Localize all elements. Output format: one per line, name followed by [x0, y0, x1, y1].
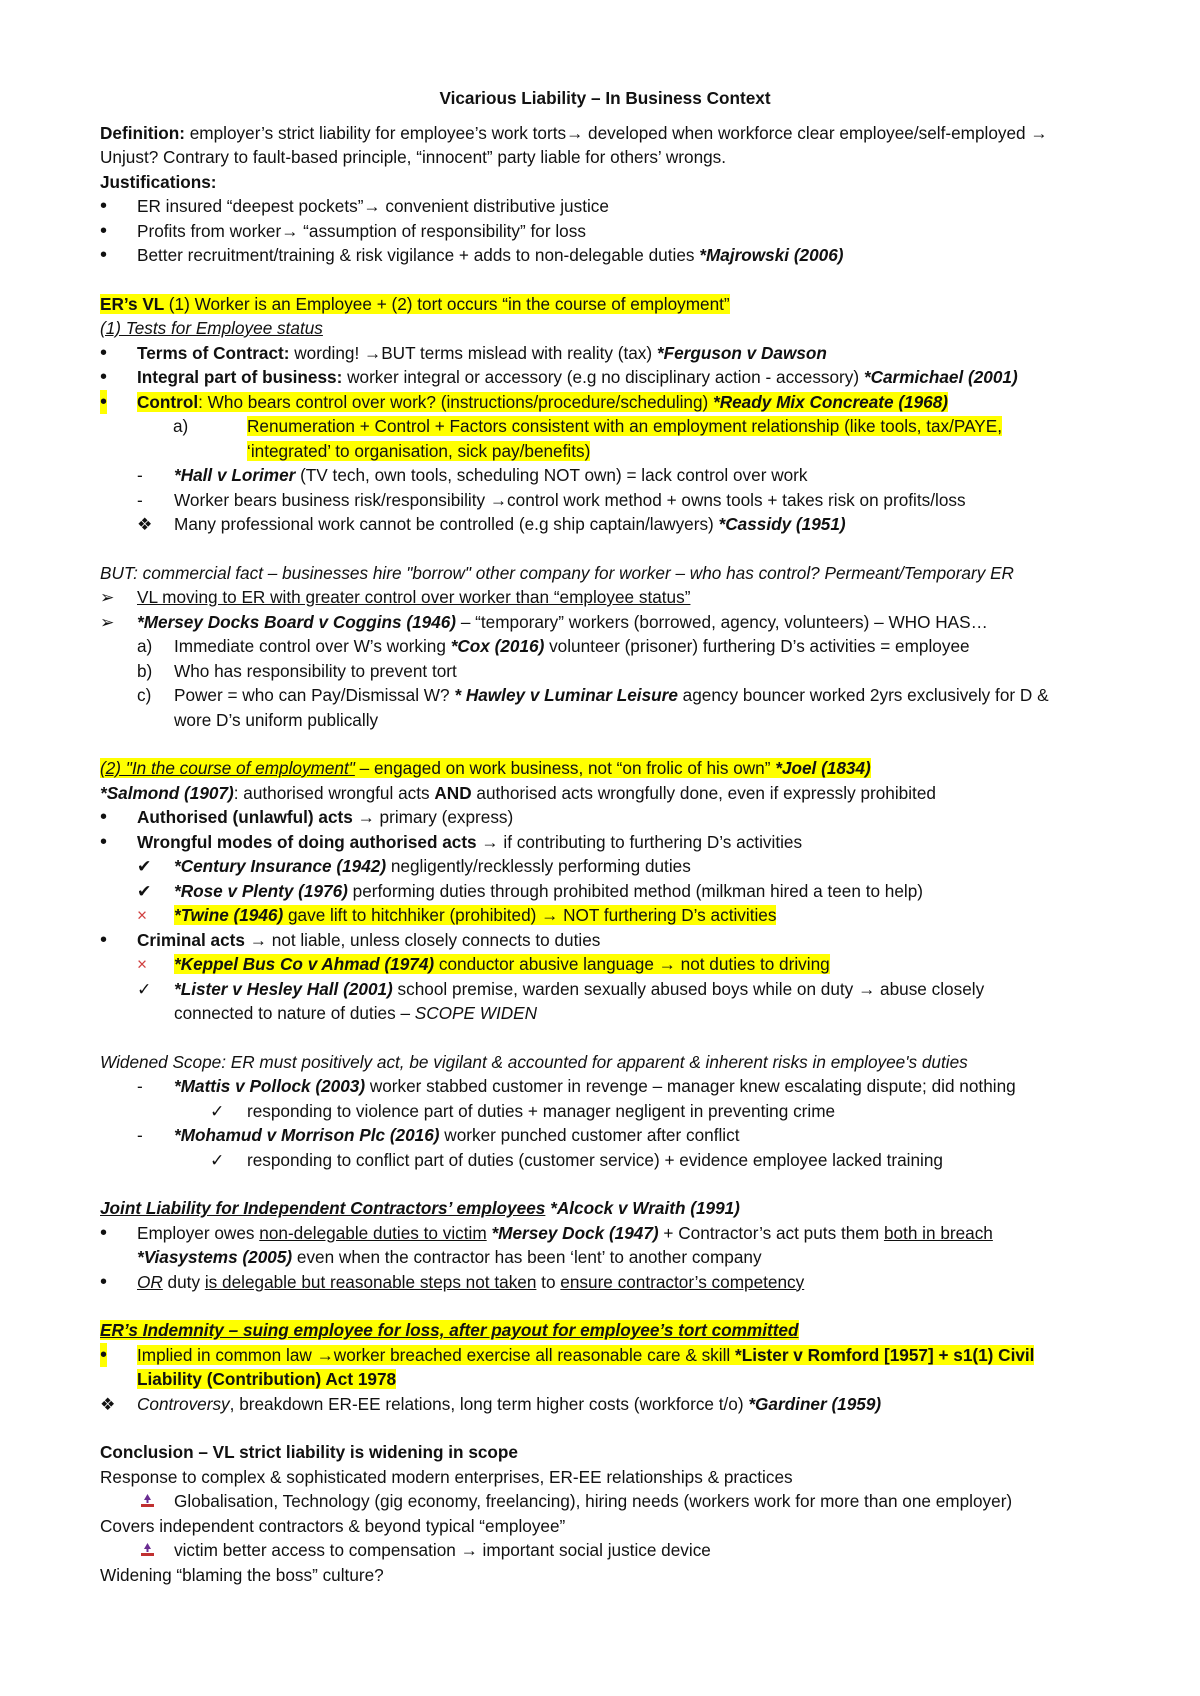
section-heading: Conclusion – VL strict liability is widening in scope	[100, 1442, 518, 1462]
list-item	[100, 1099, 1110, 1124]
list-item-text: if contributing to furthering D’s activities	[498, 831, 803, 852]
list-item-text: worker stabbed customer in revenge – manager knew escalating dispute; did nothing	[365, 1076, 1016, 1096]
arrow-icon: →	[541, 905, 559, 925]
list-item	[100, 952, 1110, 977]
list-item-text: worker punched customer after conflict	[439, 1125, 740, 1145]
dash-marker: -	[137, 1125, 143, 1145]
case-citation: Liability (Contribution) Act 1978	[137, 1369, 397, 1389]
bullet-icon: •	[100, 366, 108, 388]
arrow-icon: →	[566, 122, 584, 143]
arrow-icon: →	[858, 978, 876, 999]
case-citation: *Ready Mix Concreate (1968)	[713, 391, 949, 412]
list-item-text: worker integral or accessory (e.g no disciplinary action - accessory)	[342, 367, 864, 387]
list-item-text: Who has responsibility to prevent tort	[174, 660, 457, 681]
section-heading	[100, 292, 1110, 317]
list-item	[100, 1148, 1110, 1173]
heading-text: (2) "In the course of employment"	[100, 758, 355, 778]
text-line: Response to complex & sophisticated modern enterprises, ER-EE relationships & practices	[100, 1466, 793, 1487]
case-citation: *Salmond (1907)	[100, 782, 234, 803]
case-citation: *Mersey Docks Board v Coggins (1946)	[137, 611, 457, 632]
section-heading	[100, 1318, 1110, 1343]
list-item-text: convenient distributive justice	[380, 196, 609, 216]
case-citation: *Lister v Hesley Hall (2001)	[174, 978, 393, 999]
check-icon: ✔	[137, 880, 152, 901]
list-item-text: wording!	[289, 342, 364, 363]
list-item-text: ‘integrated’ to organisation, sick pay/benefits)	[247, 440, 591, 461]
salmond-line	[100, 781, 1110, 806]
cross-icon: ×	[137, 954, 148, 974]
list-item	[100, 365, 1110, 390]
text: : authorised wrongful acts	[233, 782, 435, 803]
bullet-icon: •	[100, 219, 108, 242]
list-item	[100, 830, 1110, 855]
list-item-text: responding to conflict part of duties (customer service) + evidence employee lacked training	[247, 1149, 943, 1170]
list-marker: b)	[137, 660, 153, 681]
list-item	[100, 1538, 1110, 1563]
list-marker: c)	[137, 685, 152, 705]
justifications-label: Justifications:	[100, 171, 217, 192]
list-item-text: Globalisation, Technology (gig economy, freelancing), hiring needs (workers work for more than one employer)	[174, 1491, 1013, 1511]
list-item-text: Many professional work cannot be controlled (e.g ship captain/lawyers)	[174, 514, 719, 534]
list-item-label: Control	[137, 391, 199, 412]
arrow-icon: →	[357, 807, 375, 827]
list-item	[100, 928, 1110, 953]
list-item-text: agency bouncer worked 2yrs exclusively for D &	[677, 685, 1049, 705]
list-item	[100, 879, 1110, 904]
case-citation: *Rose v Plenty (1976)	[174, 880, 348, 901]
diamond-bullet-icon: ❖	[137, 514, 153, 534]
list-item	[100, 463, 1110, 488]
case-citation: *Majrowski (2006)	[699, 245, 844, 265]
list-item	[100, 659, 1110, 684]
list-item-text: duty	[162, 1271, 205, 1292]
case-citation: *Mohamud v Morrison Plc (2016)	[174, 1125, 440, 1145]
list-item-text: non-delegable duties to victim	[259, 1222, 487, 1243]
arrow-bullet-icon	[140, 1538, 155, 1563]
list-item-label: Integral part of business:	[137, 367, 343, 387]
list-item-text: “assumption of responsibility” for loss	[298, 220, 586, 241]
list-item	[100, 1221, 1110, 1246]
list-item-text: Immediate control over W’s working	[174, 636, 451, 656]
list-item-text: ensure contractor’s competency	[560, 1271, 805, 1292]
list-item-text: responding to violence part of duties + manager negligent in preventing crime	[247, 1100, 836, 1121]
arrow-icon: →	[316, 1344, 334, 1365]
case-citation: *Joel (1834)	[775, 758, 871, 778]
case-citation: *Lister v Romford [1957] + s1(1) Civil	[735, 1344, 1035, 1365]
definition-text: Unjust? Contrary to fault-based principle, “innocent” party liable for others’ wrongs.	[100, 147, 727, 167]
list-item-text: performing duties through prohibited method (milkman hired a teen to help)	[347, 880, 924, 901]
text-line: Covers independent contractors & beyond typical “employee”	[100, 1515, 566, 1536]
bullet-icon: •	[100, 928, 108, 951]
case-citation: *Alcock v Wraith (1991)	[545, 1198, 740, 1218]
list-item-text: Implied in common law	[137, 1344, 317, 1365]
list-item	[100, 390, 1110, 415]
list-item-text: Employer owes	[137, 1222, 260, 1243]
dash-marker: -	[137, 489, 143, 510]
list-item	[100, 341, 1110, 366]
list-item	[100, 1489, 1110, 1514]
list-item-label: Criminal acts	[137, 929, 245, 950]
list-item-text: connected to nature of duties –	[174, 1003, 415, 1023]
case-citation: *Century Insurance (1942)	[174, 856, 387, 876]
arrow-icon: →	[658, 954, 676, 974]
list-item-text: volunteer (prisoner) furthering D’s activities = employee	[544, 636, 970, 656]
case-citation: *Ferguson v Dawson	[656, 342, 827, 363]
heading-text: ER’s Indemnity – suing employee for loss, after payout for employee’s tort committed	[100, 1320, 799, 1340]
text: authorised acts wrongfully done, even if expressly prohibited	[471, 782, 936, 803]
list-item	[100, 219, 1110, 244]
case-citation: *Keppel Bus Co v Ahmad (1974)	[174, 954, 435, 974]
heading-bold: ER’s VL	[100, 293, 169, 314]
arrow-bullet-icon	[140, 1489, 155, 1514]
heading-text: Joint Liability for Independent Contractors’ employees	[100, 1198, 546, 1218]
list-item-text: , breakdown ER-EE relations, long term higher costs (workforce t/o)	[229, 1393, 749, 1414]
list-item-text: worker breached exercise all reasonable care & skill	[333, 1344, 736, 1365]
document-page	[100, 86, 1110, 1587]
list-item	[100, 1343, 1110, 1368]
arrowhead-bullet-icon: ➢	[100, 611, 115, 632]
bullet-icon: •	[100, 806, 108, 828]
arrow-icon: →	[249, 929, 267, 950]
list-item-text: to	[536, 1271, 561, 1292]
list-item-text: not liable, unless closely connects to duties	[266, 929, 601, 950]
bullet-icon: •	[100, 195, 108, 217]
arrowhead-bullet-icon: ➢	[100, 587, 115, 607]
bullet-icon: •	[100, 1343, 108, 1366]
list-item-text: abuse closely	[875, 978, 985, 999]
list-item-text: both in breach	[883, 1222, 993, 1243]
list-item-continuation	[100, 1001, 1110, 1026]
list-item-text: conductor abusive language	[434, 954, 659, 974]
case-citation: *Hall v Lorimer	[174, 465, 296, 485]
list-item	[100, 512, 1110, 537]
text-line: Widening “blaming the boss” culture?	[100, 1564, 384, 1585]
section-heading	[100, 756, 1110, 781]
case-citation: *Twine (1946)	[174, 905, 284, 925]
list-item	[100, 683, 1110, 708]
section-heading	[100, 1196, 1110, 1221]
list-item	[100, 634, 1110, 659]
list-item-text: Worker bears business risk/responsibility	[174, 489, 490, 510]
list-marker: a)	[137, 636, 153, 656]
list-item-continuation	[100, 1245, 1110, 1270]
case-citation: *Carmichael (2001)	[863, 367, 1018, 387]
list-item-label: Terms of Contract:	[137, 342, 290, 363]
definition-paragraph	[100, 121, 1110, 170]
list-item-continuation	[100, 1367, 1110, 1392]
dash-marker: -	[137, 1076, 143, 1096]
bullet-icon: •	[100, 390, 108, 413]
list-item-text: is delegable but reasonable steps not taken	[204, 1271, 537, 1292]
list-item-label: Controversy	[137, 1393, 230, 1414]
list-item-text: VL moving to ER with greater control over worker than “employee status”	[137, 587, 691, 607]
list-item	[100, 585, 1110, 610]
list-item-text: Better recruitment/training & risk vigilance + adds to non-delegable duties	[137, 245, 700, 265]
list-marker: a)	[173, 416, 189, 436]
list-item-text: primary (express)	[374, 807, 514, 827]
list-item	[100, 194, 1110, 219]
list-item	[100, 1074, 1110, 1099]
list-item-label: Authorised (unlawful) acts	[137, 807, 353, 827]
arrow-icon: →	[1030, 122, 1048, 143]
check-icon: ✓	[210, 1100, 225, 1121]
list-item-text: SCOPE WIDEN	[414, 1003, 538, 1023]
heading-text: – engaged on work business, not “on frolic of his own”	[354, 758, 776, 778]
cross-icon: ×	[137, 905, 148, 925]
list-item	[100, 610, 1110, 635]
list-item-text: victim better access to compensation	[174, 1540, 461, 1560]
arrow-icon: →	[489, 489, 508, 510]
list-item-text: important social justice device	[477, 1540, 711, 1560]
list-item	[100, 414, 1110, 439]
bullet-icon: •	[100, 341, 108, 364]
arrow-icon: →	[460, 1540, 478, 1560]
list-item-text: ER insured “deepest pockets”	[137, 196, 364, 216]
list-item-label: Wrongful modes of doing authorised acts	[137, 831, 477, 852]
case-citation: *Mersey Dock (1947)	[486, 1222, 659, 1243]
list-item-text: BUT terms mislead with reality (tax)	[381, 342, 657, 363]
widened-intro: Widened Scope: ER must positively act, be vigilant & accounted for apparent & inherent risks in employee's duties	[100, 1051, 968, 1072]
list-item	[100, 977, 1110, 1002]
list-item	[100, 1270, 1110, 1295]
arrow-icon: →	[481, 831, 499, 852]
list-item-text: – “temporary” workers (borrowed, agency, volunteers) – WHO HAS…	[456, 611, 988, 632]
arrow-icon: →	[364, 342, 382, 363]
case-citation: *Mattis v Pollock (2003)	[174, 1076, 366, 1096]
list-item-text: even when the contractor has been ‘lent’ to another company	[292, 1247, 762, 1267]
diamond-bullet-icon: ❖	[100, 1393, 116, 1414]
bullet-icon: •	[100, 244, 108, 266]
case-citation: * Hawley v Luminar Leisure	[454, 685, 678, 705]
list-item-text: Profits from worker	[137, 220, 282, 241]
case-citation: *Viasystems (2005)	[137, 1247, 293, 1267]
heading-text: (1) Worker is an Employee + (2) tort occurs “in the course of employment”	[168, 293, 730, 314]
list-item	[100, 243, 1110, 268]
check-icon: ✓	[210, 1149, 225, 1170]
list-item	[100, 854, 1110, 879]
list-item-text: (TV tech, own tools, scheduling NOT own) = lack control over work	[295, 465, 808, 485]
list-item-text: NOT furthering D’s activities	[558, 905, 777, 925]
list-item-text: gave lift to hitchhiker (prohibited)	[283, 905, 542, 925]
arrow-icon: →	[363, 196, 381, 216]
list-item-text: OR	[137, 1271, 163, 1292]
case-citation: *Cassidy (1951)	[718, 514, 846, 534]
list-item-text: Renumeration + Control + Factors consistent with an employment relationship (like tools, tax/PAYE,	[247, 416, 1003, 436]
text-bold: AND	[434, 782, 472, 803]
definition-label: Definition:	[100, 122, 185, 143]
check-icon: ✔	[137, 856, 152, 876]
list-item	[100, 488, 1110, 513]
borrowed-intro: BUT: commercial fact – businesses hire "borrow" other company for worker – who has control? Permeant/Temporary ER	[100, 562, 1014, 583]
bullet-icon: •	[100, 1221, 108, 1244]
check-icon: ✓	[137, 978, 152, 999]
list-item-text: control work method + owns tools + takes risk on profits/loss	[507, 489, 966, 510]
arrow-icon: →	[281, 220, 299, 241]
case-citation: *Cox (2016)	[450, 636, 545, 656]
dash-marker: -	[137, 465, 143, 485]
list-item	[100, 903, 1110, 928]
list-item	[100, 805, 1110, 830]
list-item-text: + Contractor’s act puts them	[658, 1222, 884, 1243]
list-item-continuation: wore D’s uniform publically	[174, 709, 379, 730]
list-item-text: not duties to driving	[675, 954, 830, 974]
list-item-text: : Who bears control over work? (instructions/procedure/scheduling)	[198, 391, 714, 412]
list-item	[100, 1123, 1110, 1148]
bullet-icon: •	[100, 830, 108, 853]
bullet-icon: •	[100, 1270, 108, 1293]
subheading: (1) Tests for Employee status	[100, 318, 323, 338]
definition-text: developed when workforce clear employee/self-employed	[583, 122, 1031, 143]
definition-text: employer’s strict liability for employee’s work torts	[184, 122, 567, 143]
list-item-text: Power = who can Pay/Dismissal W?	[174, 685, 455, 705]
case-citation: *Gardiner (1959)	[748, 1393, 882, 1414]
list-item-text: school premise, warden sexually abused boys while on duty	[392, 978, 859, 999]
page-title: Vicarious Liability – In Business Context	[439, 88, 771, 108]
list-item-text: negligently/recklessly performing duties	[386, 856, 691, 876]
list-item	[100, 1392, 1110, 1417]
list-item-continuation	[100, 439, 1110, 464]
